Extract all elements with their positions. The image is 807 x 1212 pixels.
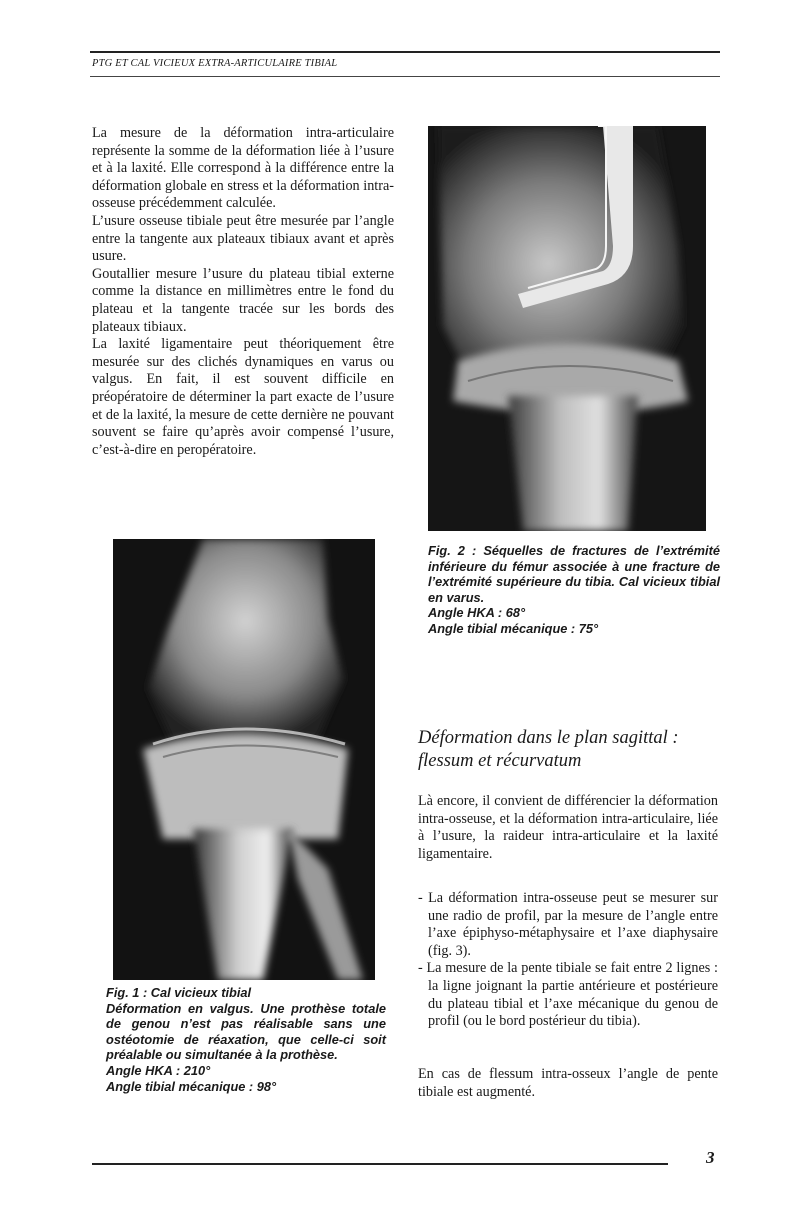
left-column-text (92, 125, 394, 459)
caption-line: Angle HKA : 210° (106, 1062, 211, 1078)
paragraph: La laxité ligamentaire peut théoriquement être mesurée sur des clichés dynamiques en varus ou valgus. En fait, il est souvent difficile en préopératoire de déterminer la part exacte de l’usure et de la laxité, la mesure de cette dernière ne pouvant souvent se faire qu’après avoir compensé l’usure, c’est-à-dire en peropératoire. (92, 336, 394, 458)
header-rule-top (90, 51, 720, 53)
paragraph: La mesure de la déformation intra-articulaire représente la somme de la déformation liée à l’usure et à la laxité. Elle correspond à la différence entre la déformation globale en stress et la déformation intra-osseuse précédemment calculée. (92, 125, 394, 212)
caption-line: Angle tibial mécanique : 75° (428, 620, 599, 636)
page-number: 3 (706, 1148, 715, 1167)
figure-2-caption (428, 543, 720, 637)
bullet-item: - La mesure de la pente tibiale se fait entre 2 lignes : la ligne joignant la partie antérieure et postérieure du plateau tibial et l’axe mécanique du genou de profil (ou le bord postérieur du tibia). (418, 960, 718, 1030)
bullet-list (418, 890, 718, 1031)
footer-rule (92, 1163, 668, 1165)
section-intro-paragraph: Là encore, il convient de différencier la déformation intra-osseuse, et la déformation intra-articulaire, liée à l’usure, la raideur intra-articulaire et la laxité ligamentaire. (418, 793, 718, 862)
caption-line: Fig. 1 : Cal vicieux tibial (106, 985, 252, 1000)
figure-1-caption (106, 985, 386, 1094)
section-heading: Déformation dans le plan sagittal : flessum et récurvatum (418, 728, 679, 771)
caption-line: Angle HKA : 68° (428, 605, 526, 621)
figure-2-xray-image (428, 126, 706, 531)
closing-paragraph: En cas de flessum intra-osseux l’angle de pente tibiale est augmenté. (418, 1066, 718, 1100)
figure-1-xray-image (113, 539, 375, 980)
caption-line: Fig. 2 : Séquelles de fractures de l’extrémité inférieure du fémur associée à une fracture de l’extrémité supérieure du tibia. Cal vicieux tibial en varus. (428, 543, 720, 605)
paragraph: Goutallier mesure l’usure du plateau tibial externe comme la distance en millimètres entre le fond du plateau et la tangente tracée sur les bords des plateaux tibiaux. (92, 265, 394, 335)
paragraph: L’usure osseuse tibiale peut être mesurée par l’angle entre la tangente aux plateaux tibiaux avant et après usure. (92, 212, 394, 265)
running-title: PTG ET CAL VICIEUX EXTRA-ARTICULAIRE TIBIAL (92, 58, 338, 69)
bullet-item: - La déformation intra-osseuse peut se mesurer sur une radio de profil, par la mesure de l’angle entre l’axe épiphyso-métaphysaire et l’axe diaphysaire (fig. 3). (418, 890, 718, 959)
header-rule-bottom (90, 76, 720, 77)
caption-line: Angle tibial mécanique : 98° (106, 1078, 277, 1094)
caption-line: Déformation en valgus. Une prothèse totale de genou n’est pas réalisable sans une ostéotomie de réaxation, que celle-ci soit préalable ou simultanée à la prothèse. (106, 1000, 386, 1063)
